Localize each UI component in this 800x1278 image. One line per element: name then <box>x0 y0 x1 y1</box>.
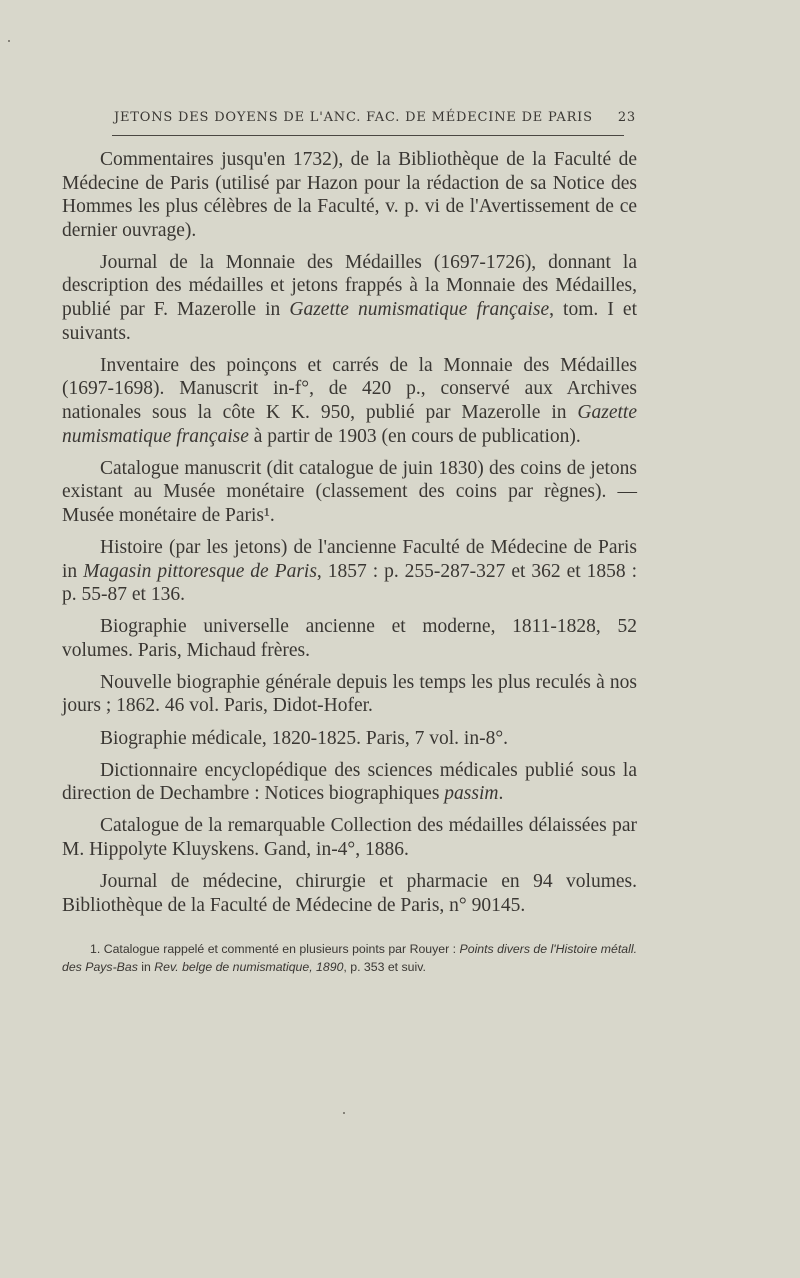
bibliography-entry <box>62 615 637 662</box>
italic-title: Points divers de l'Histoire métall. des Pays-Bas <box>62 942 637 974</box>
bibliography-entry <box>62 354 637 448</box>
text-run: , tom. I et suivants. <box>62 299 637 344</box>
italic-title: Gazette numismatique française <box>289 299 550 321</box>
bibliography-entry <box>62 727 637 751</box>
bibliography-entry <box>62 671 637 718</box>
text-run: Histoire (par les jetons) de l'ancienne Faculté de Médecine de Paris in <box>62 536 637 582</box>
text-run: Journal de médecine, chirurgie et pharmacie en 94 volumes. Bibliothèque de la Faculté de Médecine de Paris, n° 90145. <box>62 871 637 916</box>
text-run: , 1857 : p. 255-287-327 et 362 et 1858 : p. 55-87 et 136. <box>62 560 637 606</box>
italic-title: passim <box>444 783 499 805</box>
italic-title: Gazette numismatique française <box>62 401 637 447</box>
footnote <box>62 940 637 976</box>
text-run: 1. Catalogue rappelé et commenté en plusieurs points par Rouyer : <box>90 942 460 956</box>
bibliography-entry <box>62 536 637 607</box>
text-run: Catalogue manuscrit (dit catalogue de juin 1830) des coins de jetons existant au Musée monétaire (classement des coins par règnes). — Musée monétaire de Paris¹. <box>62 457 637 526</box>
text-run: , p. 353 et suiv. <box>343 960 426 974</box>
italic-title: Rev. belge de numismatique, 1890 <box>154 960 344 974</box>
header-rule <box>112 135 624 136</box>
paper-speck <box>8 40 10 42</box>
text-run: Nouvelle biographie générale depuis les temps les plus reculés à nos jours ; 1862. 46 vol. Paris, Didot-Hofer. <box>62 671 637 717</box>
bibliography-entry <box>62 148 637 242</box>
text-run: Biographie universelle ancienne et moderne, 1811-1828, 52 volumes. Paris, Michaud frères. <box>62 616 637 661</box>
text-run: . <box>498 783 504 805</box>
text-run: Catalogue de la remarquable Collection des médailles délaissées par M. Hippolyte Kluyskens. Gand, in-4°, 1886. <box>62 815 637 860</box>
page-number: 23 <box>617 110 636 125</box>
bibliography-list <box>62 148 637 926</box>
text-run: à partir de 1903 (en cours de publication). <box>248 425 581 447</box>
text-run: Inventaire des poinçons et carrés de la Monnaie des Médailles (1697-1698). Manuscrit in-f°, de 420 p., conservé aux Archives nationales sous la côte K K. 950, publié par Mazerolle in <box>62 354 637 423</box>
text-run: Journal de la Monnaie des Médailles (1697-1726), donnant la description des médailles et jetons frappés à la Monnaie des Médailles, publié par F. Mazerolle in <box>62 251 637 321</box>
bibliography-entry <box>62 814 637 861</box>
text-run: Biographie médicale, 1820-1825. Paris, 7 vol. in-8°. <box>100 727 509 749</box>
italic-title: Magasin pittoresque de Paris <box>83 560 317 582</box>
running-head <box>66 110 636 125</box>
bibliography-entry <box>62 251 637 345</box>
running-head-title: JETONS DES DOYENS DE L'ANC. FAC. DE MÉDECINE DE PARIS <box>114 110 593 125</box>
text-run: Commentaires jusqu'en 1732), de la Bibliothèque de la Faculté de Médecine de Paris (utilisé par Hazon pour la rédaction de sa Notice des Hommes les plus célèbres de la Faculté, v. p. vi de l'Avertissement de ce dernier ouvrage). <box>62 149 637 241</box>
bibliography-entry <box>62 457 637 528</box>
bibliography-entry <box>62 759 637 806</box>
text-run: Dictionnaire encyclopédique des sciences médicales publié sous la direction de Dechambre : Notices biographiques <box>62 759 637 805</box>
paper-speck <box>343 1112 345 1114</box>
bibliography-entry <box>62 870 637 917</box>
text-run: in <box>137 960 155 974</box>
